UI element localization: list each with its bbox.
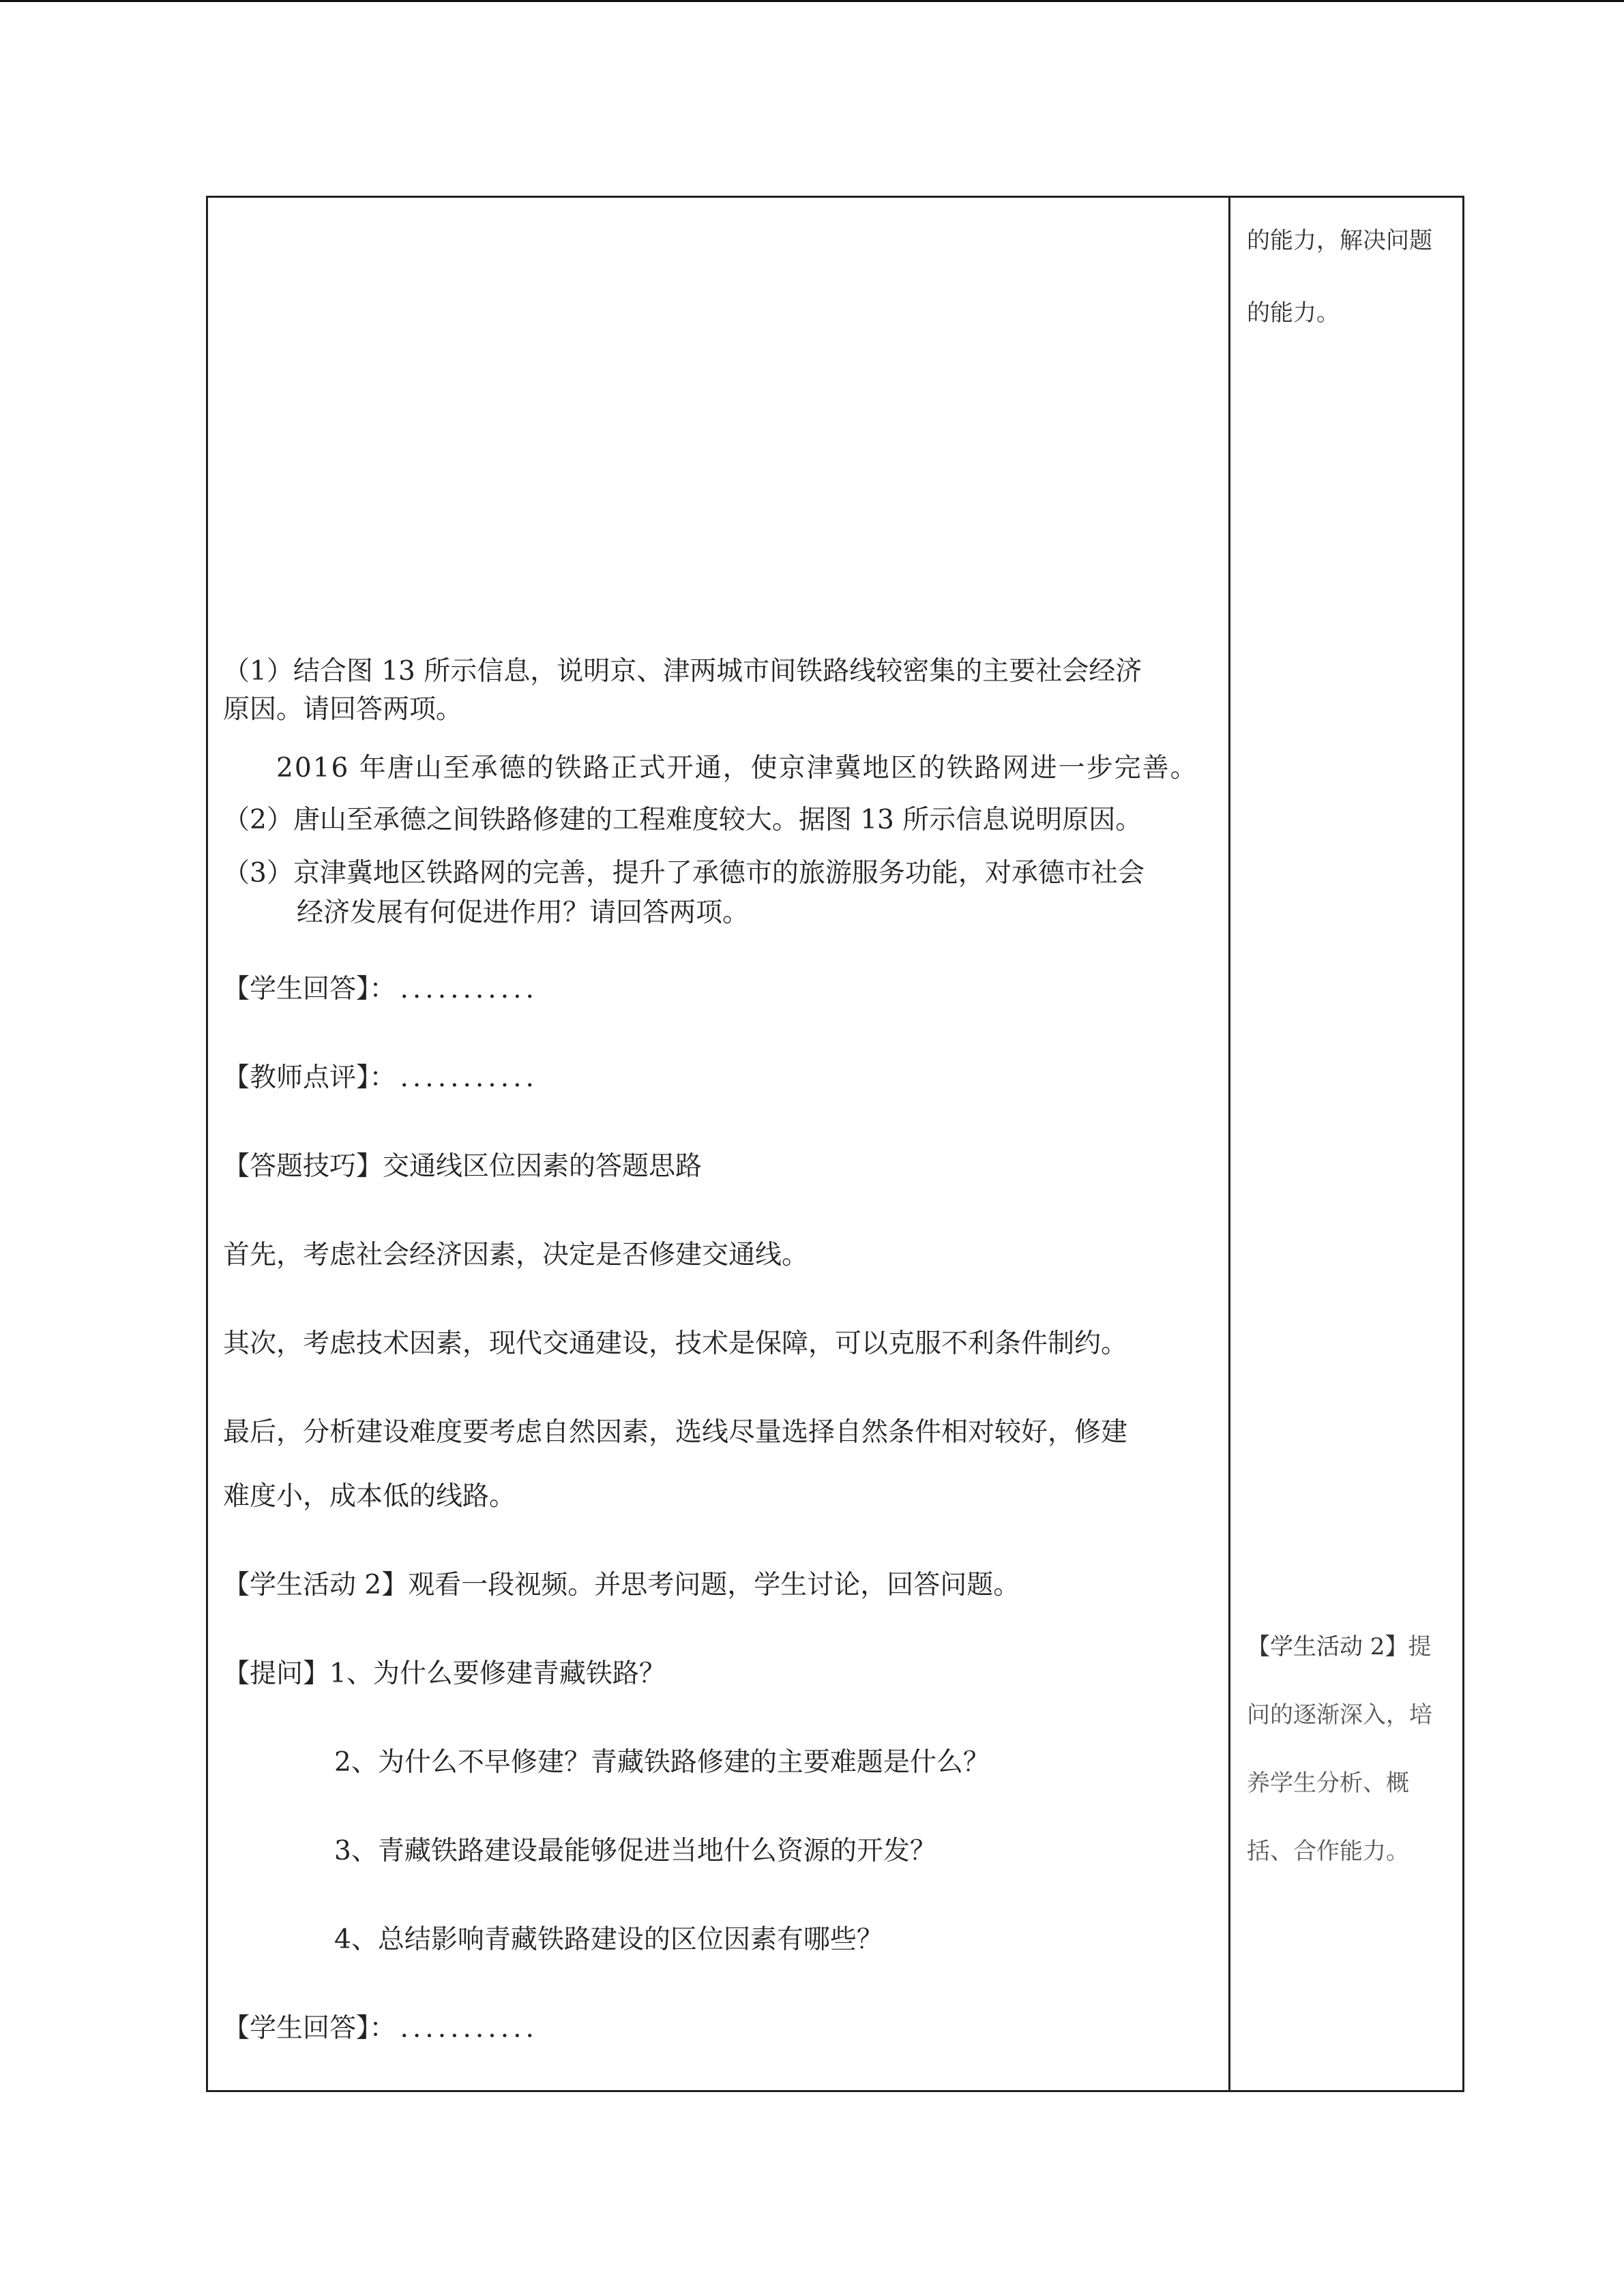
activity-2-label: 【学生活动 2】 [223,1570,409,1600]
question-item-1: 1、为什么要修建青藏铁路？ [329,1658,666,1689]
side-top-line-2: 的能力。 [1247,299,1340,327]
page-top-rule [0,0,1624,2]
side-activity-label: 【学生活动 2】 [1247,1633,1408,1660]
student-answer-1 [223,970,538,1009]
student-answer-2 [223,2010,538,2048]
side-activity-label-tail: 提 [1408,1633,1432,1660]
railway-intro: 2016 年唐山至承德的铁路正式开通，使京津冀地区的铁路网进一步完善。 [276,753,1198,784]
question-3-line-1: （3）京津冀地区铁路网的完善，提升了承德市的旅游服务功能，对承德市社会 [223,858,1145,889]
answer-tip-title: 交通线区位因素的答题思路 [383,1151,703,1182]
student-answer-1-value: ：........... [369,974,538,1004]
teacher-comment-value: ：........... [369,1062,538,1093]
question-3-line-2: 经济发展有何促进作用？请回答两项。 [297,897,750,928]
student-answer-2-value: ：........... [369,2013,538,2044]
student-answer-2-label: 【学生回答】 [223,2013,370,2044]
tip-last-line-2: 难度小，成本低的线路。 [223,1481,516,1512]
side-activity-line-2: 问的逐渐深入，培 [1247,1701,1432,1729]
tip-last-line-1: 最后，分析建设难度要考虑自然因素，选线尽量选择自然条件相对较好，修建 [223,1417,1128,1448]
question-item-4: 4、总结影响青藏铁路建设的区位因素有哪些？ [334,1924,883,1955]
question-item-2: 2、为什么不早修建？青藏铁路修建的主要难题是什么？ [334,1747,990,1778]
tip-first: 首先，考虑社会经济因素，决定是否修建交通线。 [223,1240,809,1270]
tip-second: 其次，考虑技术因素，现代交通建设，技术是保障，可以克服不利条件制约。 [223,1328,1128,1359]
side-activity-line-4: 括、合作能力。 [1247,1838,1409,1865]
answer-tip-label: 【答题技巧】 [223,1151,383,1182]
teacher-comment [223,1059,538,1097]
side-activity-line-1 [1247,1630,1431,1663]
student-answer-1-label: 【学生回答】 [223,974,370,1004]
side-activity-line-3: 养学生分析、概 [1247,1770,1409,1797]
question-list-heading [223,1655,666,1693]
question-item-3: 3、青藏铁路建设最能够促进当地什么资源的开发？ [334,1836,936,1866]
side-top-line-1: 的能力，解决问题 [1247,227,1432,254]
answer-tip-heading [223,1148,702,1186]
question-1-line-2: 原因。请回答两项。 [223,694,463,725]
question-2: （2）唐山至承德之间铁路修建的工程难度较大。据图 13 所示信息说明原因。 [223,805,1142,835]
main-content-cell [206,196,1228,2092]
side-notes-cell [1230,196,1464,2092]
question-1-line-1: （1）结合图 13 所示信息，说明京、津两城市间铁路线较密集的主要社会经济 [223,656,1142,687]
question-list-label: 【提问】 [223,1658,330,1689]
activity-2-text: 观看一段视频。并思考问题，学生讨论，回答问题。 [408,1570,1020,1600]
teacher-comment-label: 【教师点评】 [223,1062,370,1093]
activity-2-line [223,1566,1020,1605]
